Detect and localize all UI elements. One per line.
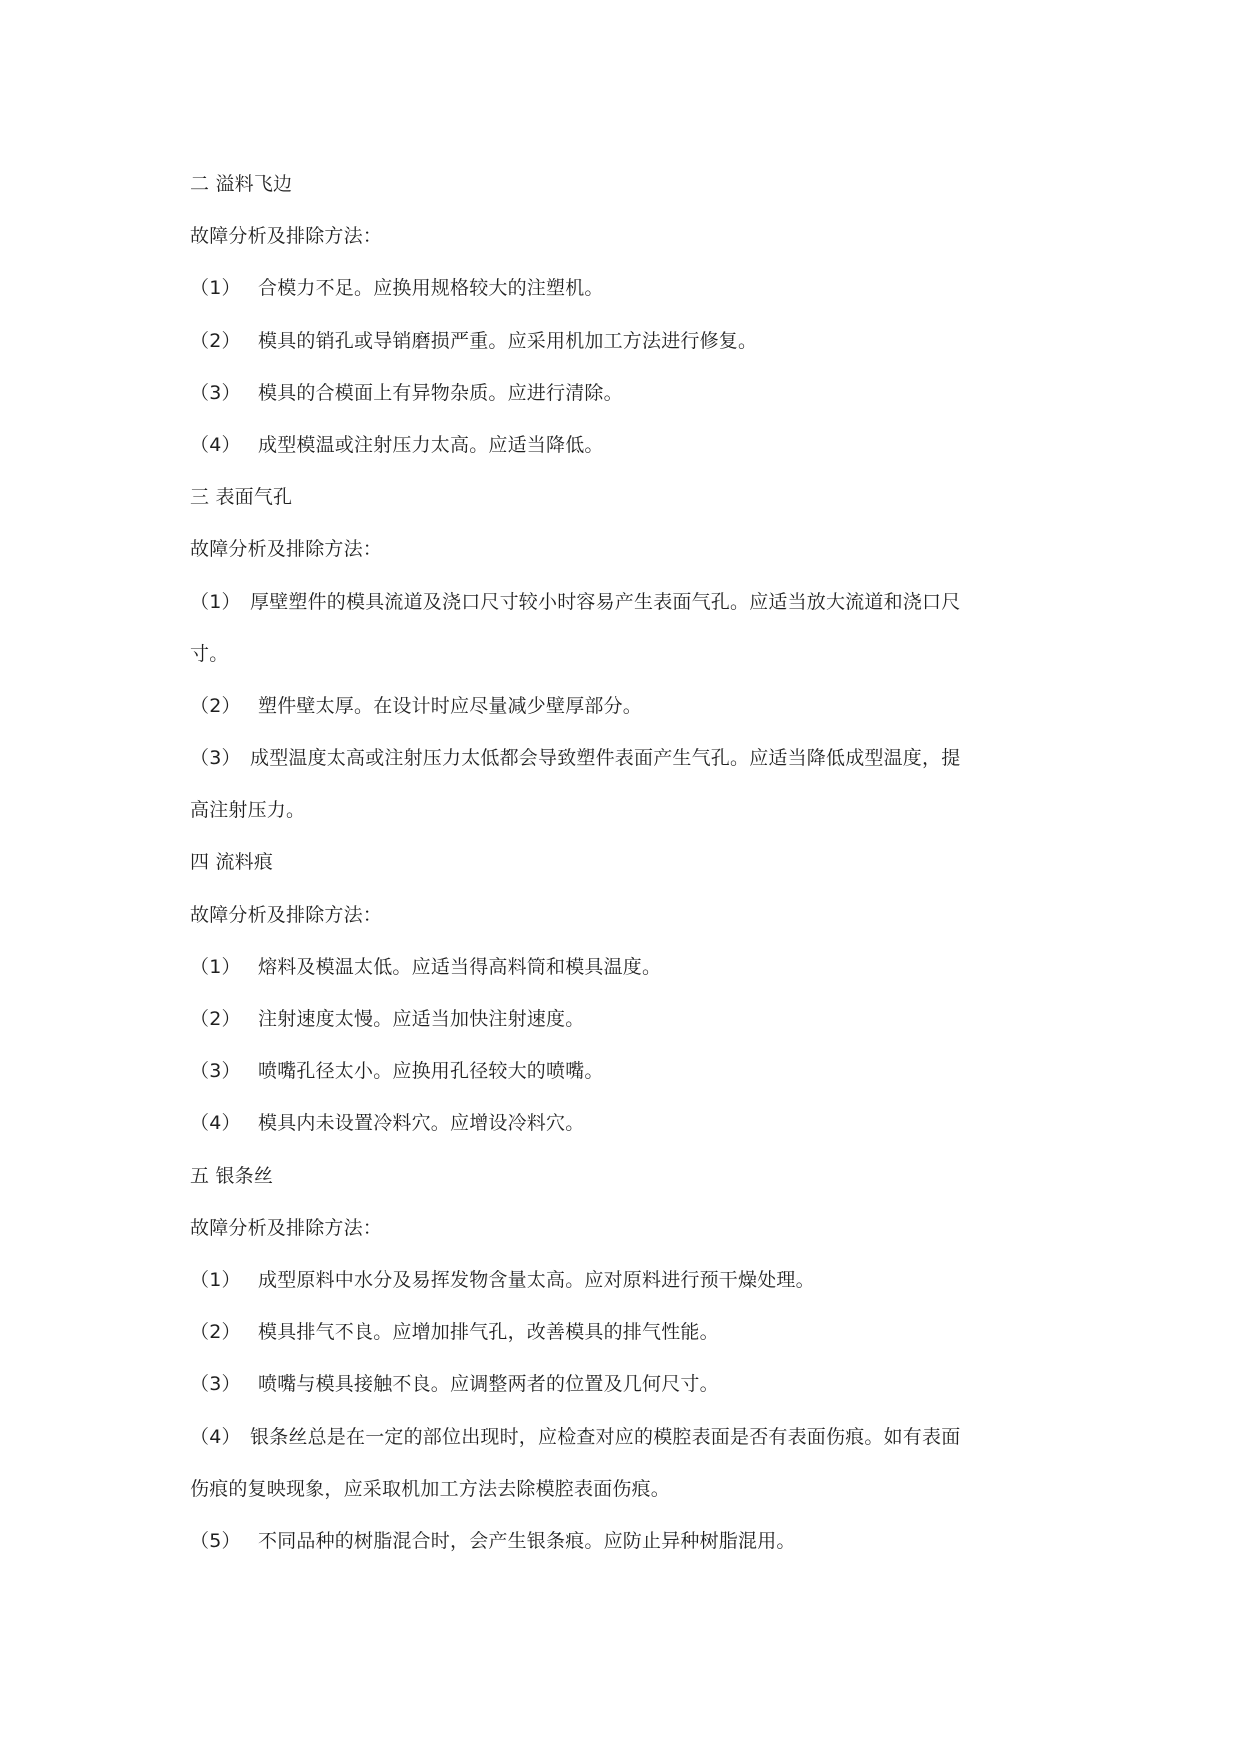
item-text: 银条丝总是在一定的部位出现时，应检查对应的模腔表面是否有表面伤痕。如有表面 xyxy=(250,1425,961,1448)
item-text: 成型温度太高或注射压力太低都会导致塑件表面产生气孔。应适当降低成型温度，提 xyxy=(250,747,961,770)
item-number: （3） xyxy=(190,1373,241,1396)
list-item xyxy=(190,732,1070,784)
section-heading: 四 流料痕 xyxy=(190,851,274,874)
item-number: （2） xyxy=(190,329,241,352)
section-heading: 三 表面气孔 xyxy=(190,486,293,509)
item-text: 熔料及模温太低。应适当得高料筒和模具温度。 xyxy=(258,955,662,978)
list-item xyxy=(190,1045,1070,1097)
list-item xyxy=(190,367,1070,419)
list-item xyxy=(190,1254,1070,1306)
item-text: 注射速度太慢。应适当加快注射速度。 xyxy=(258,1008,585,1030)
list-item xyxy=(190,576,1070,628)
list-item-continuation: 伤痕的复映现象，应采取机加工方法去除模腔表面伤痕。 xyxy=(190,1477,671,1500)
item-text: 厚壁塑件的模具流道及浇口尺寸较小时容易产生表面气孔。应适当放大流道和浇口尺 xyxy=(250,590,961,613)
item-number: （4） xyxy=(190,1425,241,1448)
item-number: （5） xyxy=(190,1529,241,1552)
item-text: 模具内未设置冷料穴。应增设冷料穴。 xyxy=(258,1112,585,1135)
list-item xyxy=(190,941,1070,993)
list-item xyxy=(190,1306,1070,1358)
item-number: （3） xyxy=(190,381,241,404)
item-number: （2） xyxy=(190,1321,241,1344)
section-heading: 五 银条丝 xyxy=(190,1164,274,1187)
item-text: 喷嘴孔径太小。应换用孔径较大的喷嘴。 xyxy=(258,1060,604,1083)
item-text: 塑件壁太厚。在设计时应尽量减少壁厚部分。 xyxy=(258,694,643,717)
item-number: （3） xyxy=(190,1060,241,1083)
section-intro: 故障分析及排除方法： xyxy=(190,225,383,248)
item-number: （1） xyxy=(190,1268,241,1291)
list-item xyxy=(190,315,1070,367)
list-item-continuation: 寸。 xyxy=(190,642,229,665)
item-text: 不同品种的树脂混合时，会产生银条痕。应防止异种树脂混用。 xyxy=(258,1529,796,1552)
list-item xyxy=(190,262,1070,314)
item-number: （1） xyxy=(190,277,241,300)
list-item xyxy=(190,1515,1070,1567)
section-intro: 故障分析及排除方法： xyxy=(190,1216,383,1239)
list-item xyxy=(190,680,1070,732)
list-item xyxy=(190,993,1070,1045)
item-text: 模具的销孔或导销磨损严重。应采用机加工方法进行修复。 xyxy=(258,329,758,352)
section-intro: 故障分析及排除方法： xyxy=(190,538,383,561)
section-heading: 二 溢料飞边 xyxy=(190,173,293,195)
list-item xyxy=(190,1411,1070,1463)
item-number: （1） xyxy=(190,590,241,613)
list-item xyxy=(190,1097,1070,1149)
item-text: 合模力不足。应换用规格较大的注塑机。 xyxy=(258,277,604,300)
item-number: （1） xyxy=(190,955,241,978)
list-item xyxy=(190,419,1070,471)
section-intro: 故障分析及排除方法： xyxy=(190,903,383,926)
item-number: （2） xyxy=(190,1008,241,1030)
document-page xyxy=(190,158,1070,1567)
item-number: （4） xyxy=(190,433,241,456)
item-text: 模具排气不良。应增加排气孔，改善模具的排气性能。 xyxy=(258,1321,719,1344)
list-item xyxy=(190,1358,1070,1410)
item-number: （4） xyxy=(190,1112,241,1135)
list-item-continuation: 高注射压力。 xyxy=(190,799,306,822)
item-number: （2） xyxy=(190,694,241,717)
item-text: 成型原料中水分及易挥发物含量太高。应对原料进行预干燥处理。 xyxy=(258,1268,815,1291)
item-number: （3） xyxy=(190,747,241,770)
item-text: 成型模温或注射压力太高。应适当降低。 xyxy=(258,433,604,456)
item-text: 喷嘴与模具接触不良。应调整两者的位置及几何尺寸。 xyxy=(258,1373,719,1396)
item-text: 模具的合模面上有异物杂质。应进行清除。 xyxy=(258,381,623,404)
